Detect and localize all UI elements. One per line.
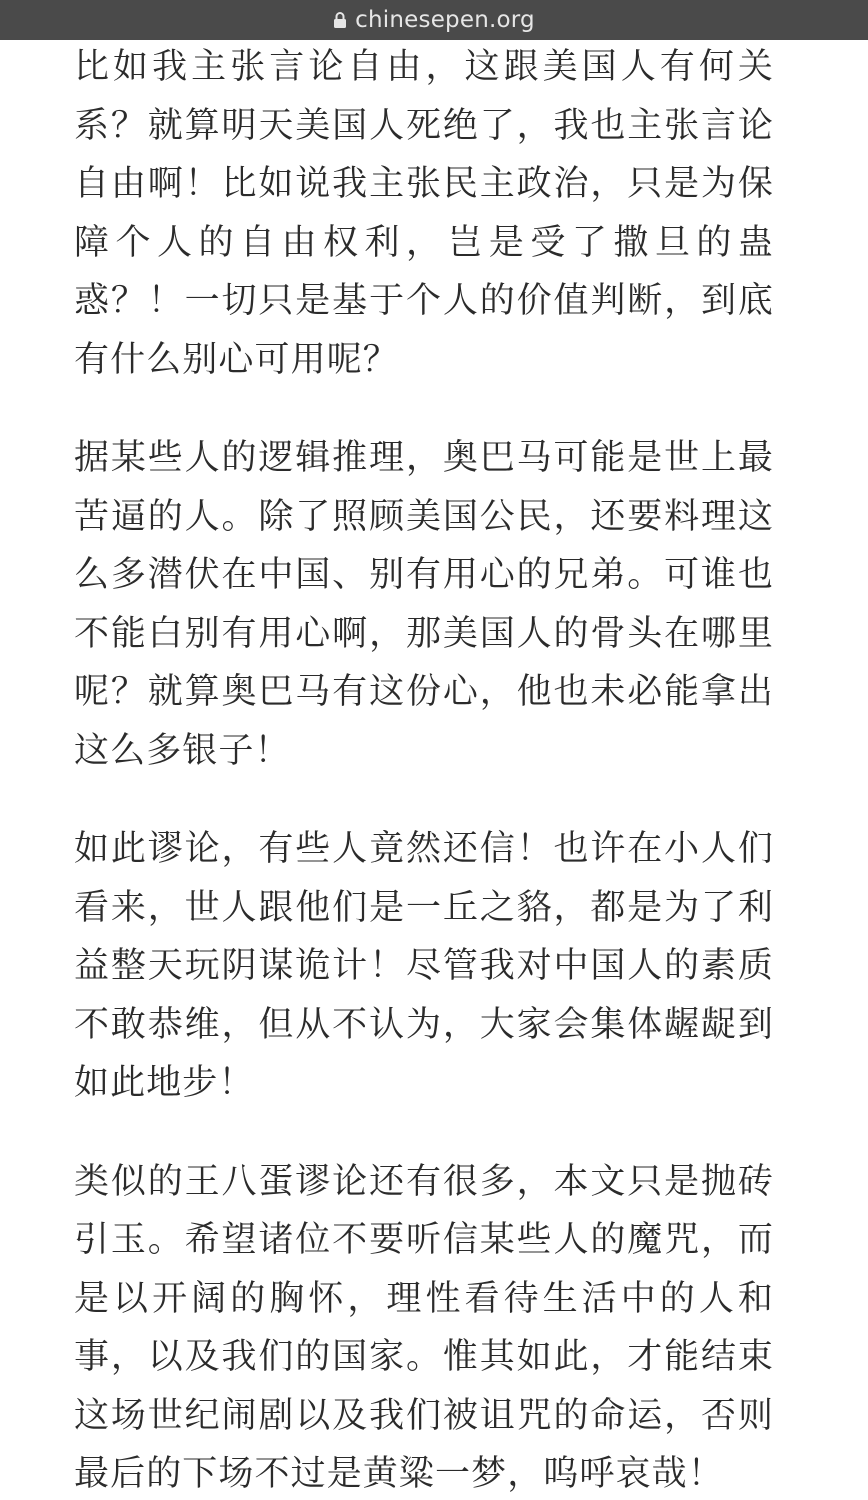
lock-icon bbox=[333, 11, 347, 29]
paragraph: 如此谬论，有些人竟然还信！也许在小人们看来，世人跟他们是一丘之貉，都是为了利益整天玩阴谋诡计！尽管我对中国人的素质不敢恭维，但从不认为，大家会集体龌龊到如此地步！ bbox=[74, 829, 774, 1103]
article-body bbox=[74, 38, 774, 1500]
paragraph: 比如我主张言论自由，这跟美国人有何关系？就算明天美国人死绝了，我也主张言论自由啊！比如说我主张民主政治，只是为保障个人的自由权利，岂是受了撒旦的蛊惑？！一切只是基于个人的价值判断，到底有什么别心可用呢？ bbox=[74, 47, 774, 380]
url-text: chinesepen.org bbox=[355, 7, 535, 33]
paragraph: 据某些人的逻辑推理，奥巴马可能是世上最苦逼的人。除了照顾美国公民，还要料理这么多潜伏在中国、别有用心的兄弟。可谁也不能白别有用心啊，那美国人的骨头在哪里呢？就算奥巴马有这份心，他也未必能拿出这么多银子！ bbox=[74, 438, 774, 771]
paragraph: 类似的王八蛋谬论还有很多，本文只是抛砖引玉。希望诸位不要听信某些人的魔咒，而是以开阔的胸怀，理性看待生活中的人和事，以及我们的国家。惟其如此，才能结束这场世纪闹剧以及我们被诅咒的命运，否则最后的下场不过是黄粱一梦，呜呼哀哉！ bbox=[74, 1161, 774, 1494]
address-bar[interactable] bbox=[0, 0, 868, 40]
